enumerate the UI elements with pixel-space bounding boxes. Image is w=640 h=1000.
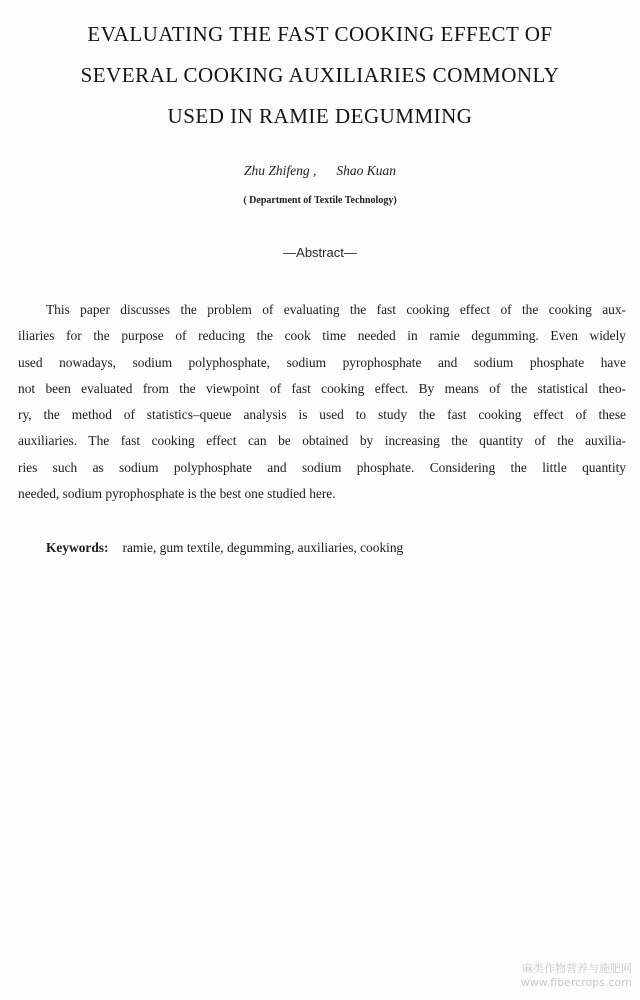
watermark-url: www.fibercrops.com	[520, 976, 632, 989]
title-line: SEVERAL COOKING AUXILIARIES COMMONLY	[80, 63, 560, 87]
abstract-line: not been evaluated from the viewpoint of fast cooking effect. By means of the statistical theo-	[18, 380, 626, 396]
title-line: EVALUATING THE FAST COOKING EFFECT OF	[87, 22, 553, 46]
author-name: Shao Kuan	[336, 163, 397, 178]
keywords	[46, 540, 403, 556]
keywords-label: Keywords:	[46, 540, 109, 555]
title-line: USED IN RAMIE DEGUMMING	[167, 104, 473, 128]
abstract-line: used nowadays, sodium polyphosphate, sodium pyrophosphate and sodium phosphate have	[18, 354, 626, 370]
abstract-heading: —Abstract—	[283, 245, 357, 260]
abstract-text	[18, 297, 626, 507]
site-watermark	[521, 962, 632, 990]
abstract-line: iliaries for the purpose of reducing the cook time needed in ramie degumming. Even widely	[18, 328, 626, 344]
watermark-site-name: 麻类作物营养与施肥网	[522, 962, 632, 975]
abstract-line: ries such as sodium polyphosphate and sodium phosphate. Considering the little quantity	[18, 459, 626, 475]
keywords-list: ramie, gum textile, degumming, auxiliaries, cooking	[122, 540, 404, 555]
abstract-line: auxiliaries. The fast cooking effect can be obtained by increasing the quantity of the auxilia-	[18, 433, 626, 449]
abstract-line: ry, the method of statistics–queue analysis is used to study the fast cooking effect of these	[18, 407, 626, 423]
paper-title	[40, 14, 600, 137]
author-affiliation: ( Department of Textile Technology)	[243, 195, 397, 206]
abstract-line: This paper discusses the problem of evaluating the fast cooking effect of the cooking aux-	[46, 302, 626, 317]
author-name: Zhu Zhifeng ,	[243, 163, 317, 178]
abstract-line: needed, sodium pyrophosphate is the best one studied here.	[18, 486, 336, 502]
author-list	[0, 163, 640, 179]
